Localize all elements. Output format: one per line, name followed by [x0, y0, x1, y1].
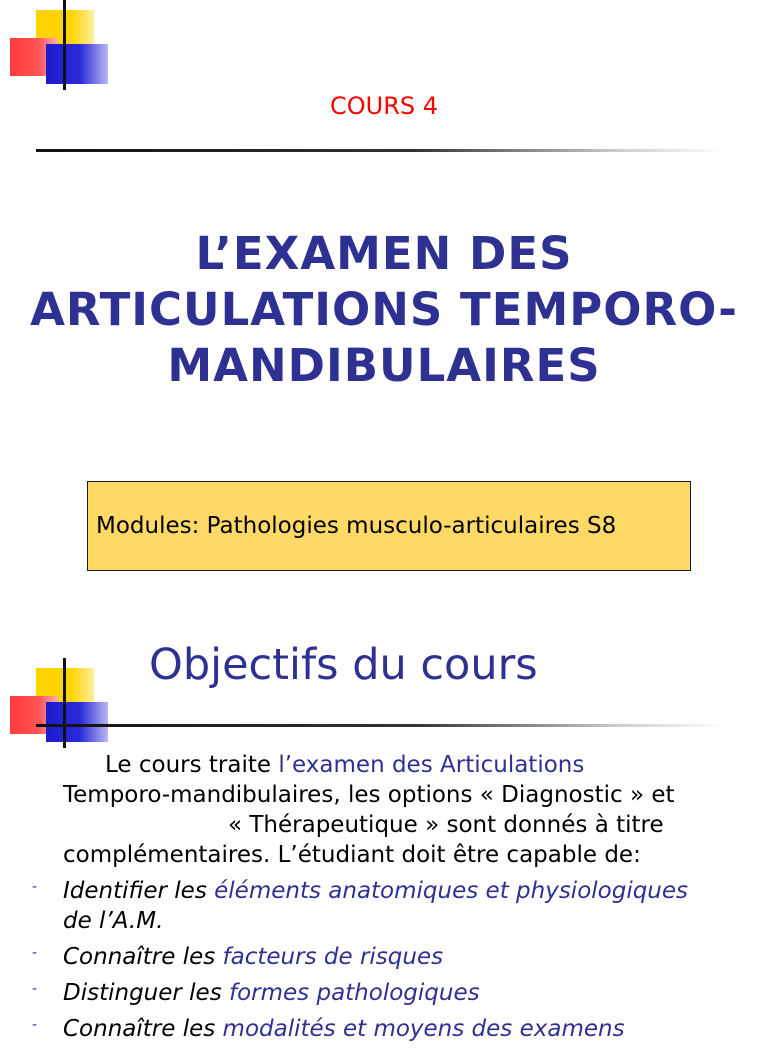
bullet-highlight: modalités et moyens des examens [222, 1016, 625, 1042]
list-item [30, 978, 750, 1008]
logo-squares-decoration [10, 0, 110, 90]
vertical-line [63, 658, 66, 748]
intro-text: Le cours traite [105, 752, 279, 778]
bullet-highlight: éléments anatomiques et physiologiques [214, 878, 689, 904]
bullet-highlight: formes pathologiques [229, 980, 480, 1006]
title-line-1: L’EXAMEN DES [195, 227, 573, 280]
intro-line-1 [63, 750, 753, 780]
intro-line-2: Temporo-mandibulaires, les options « Diagnostic » et [63, 782, 675, 808]
blue-square [46, 44, 108, 84]
bullet-highlight: facteurs de risques [222, 944, 444, 970]
bullet-dash: - [32, 879, 38, 895]
title-divider-line [36, 149, 726, 152]
course-label: COURS 4 [329, 92, 439, 120]
bullet-suffix: de l’A.M. [63, 908, 164, 934]
bullet-prefix: Distinguer les [63, 980, 229, 1006]
modules-box [87, 481, 691, 571]
title-line-2: ARTICULATIONS TEMPORO- [30, 283, 738, 336]
title-line-3: MANDIBULAIRES [167, 339, 601, 392]
bullet-prefix: Identifier les [63, 878, 215, 904]
bullet-dash: - [32, 981, 38, 997]
bullet-prefix: Connaître les [63, 944, 223, 970]
vertical-line [63, 0, 66, 90]
intro-paragraph [63, 750, 753, 870]
list-item [30, 1014, 750, 1044]
intro-highlight: l’examen des Articulations [278, 752, 585, 778]
list-item [30, 942, 750, 972]
blue-square [46, 702, 108, 742]
bullet-dash: - [32, 1017, 38, 1033]
objectives-divider-line [36, 724, 726, 727]
modules-text: Modules: Pathologies musculo-articulaires S8 [96, 513, 617, 539]
main-title [0, 226, 768, 394]
bullet-prefix: Connaître les [63, 1016, 223, 1042]
intro-line-3: « Thérapeutique » sont donnés à titre [228, 812, 664, 838]
intro-line-4: complémentaires. L’étudiant doit être capable de: [63, 842, 641, 868]
objectives-title: Objectifs du cours [149, 640, 538, 690]
bullet-dash: - [32, 945, 38, 961]
list-item [30, 876, 750, 936]
logo-squares-decoration-2 [10, 658, 110, 748]
